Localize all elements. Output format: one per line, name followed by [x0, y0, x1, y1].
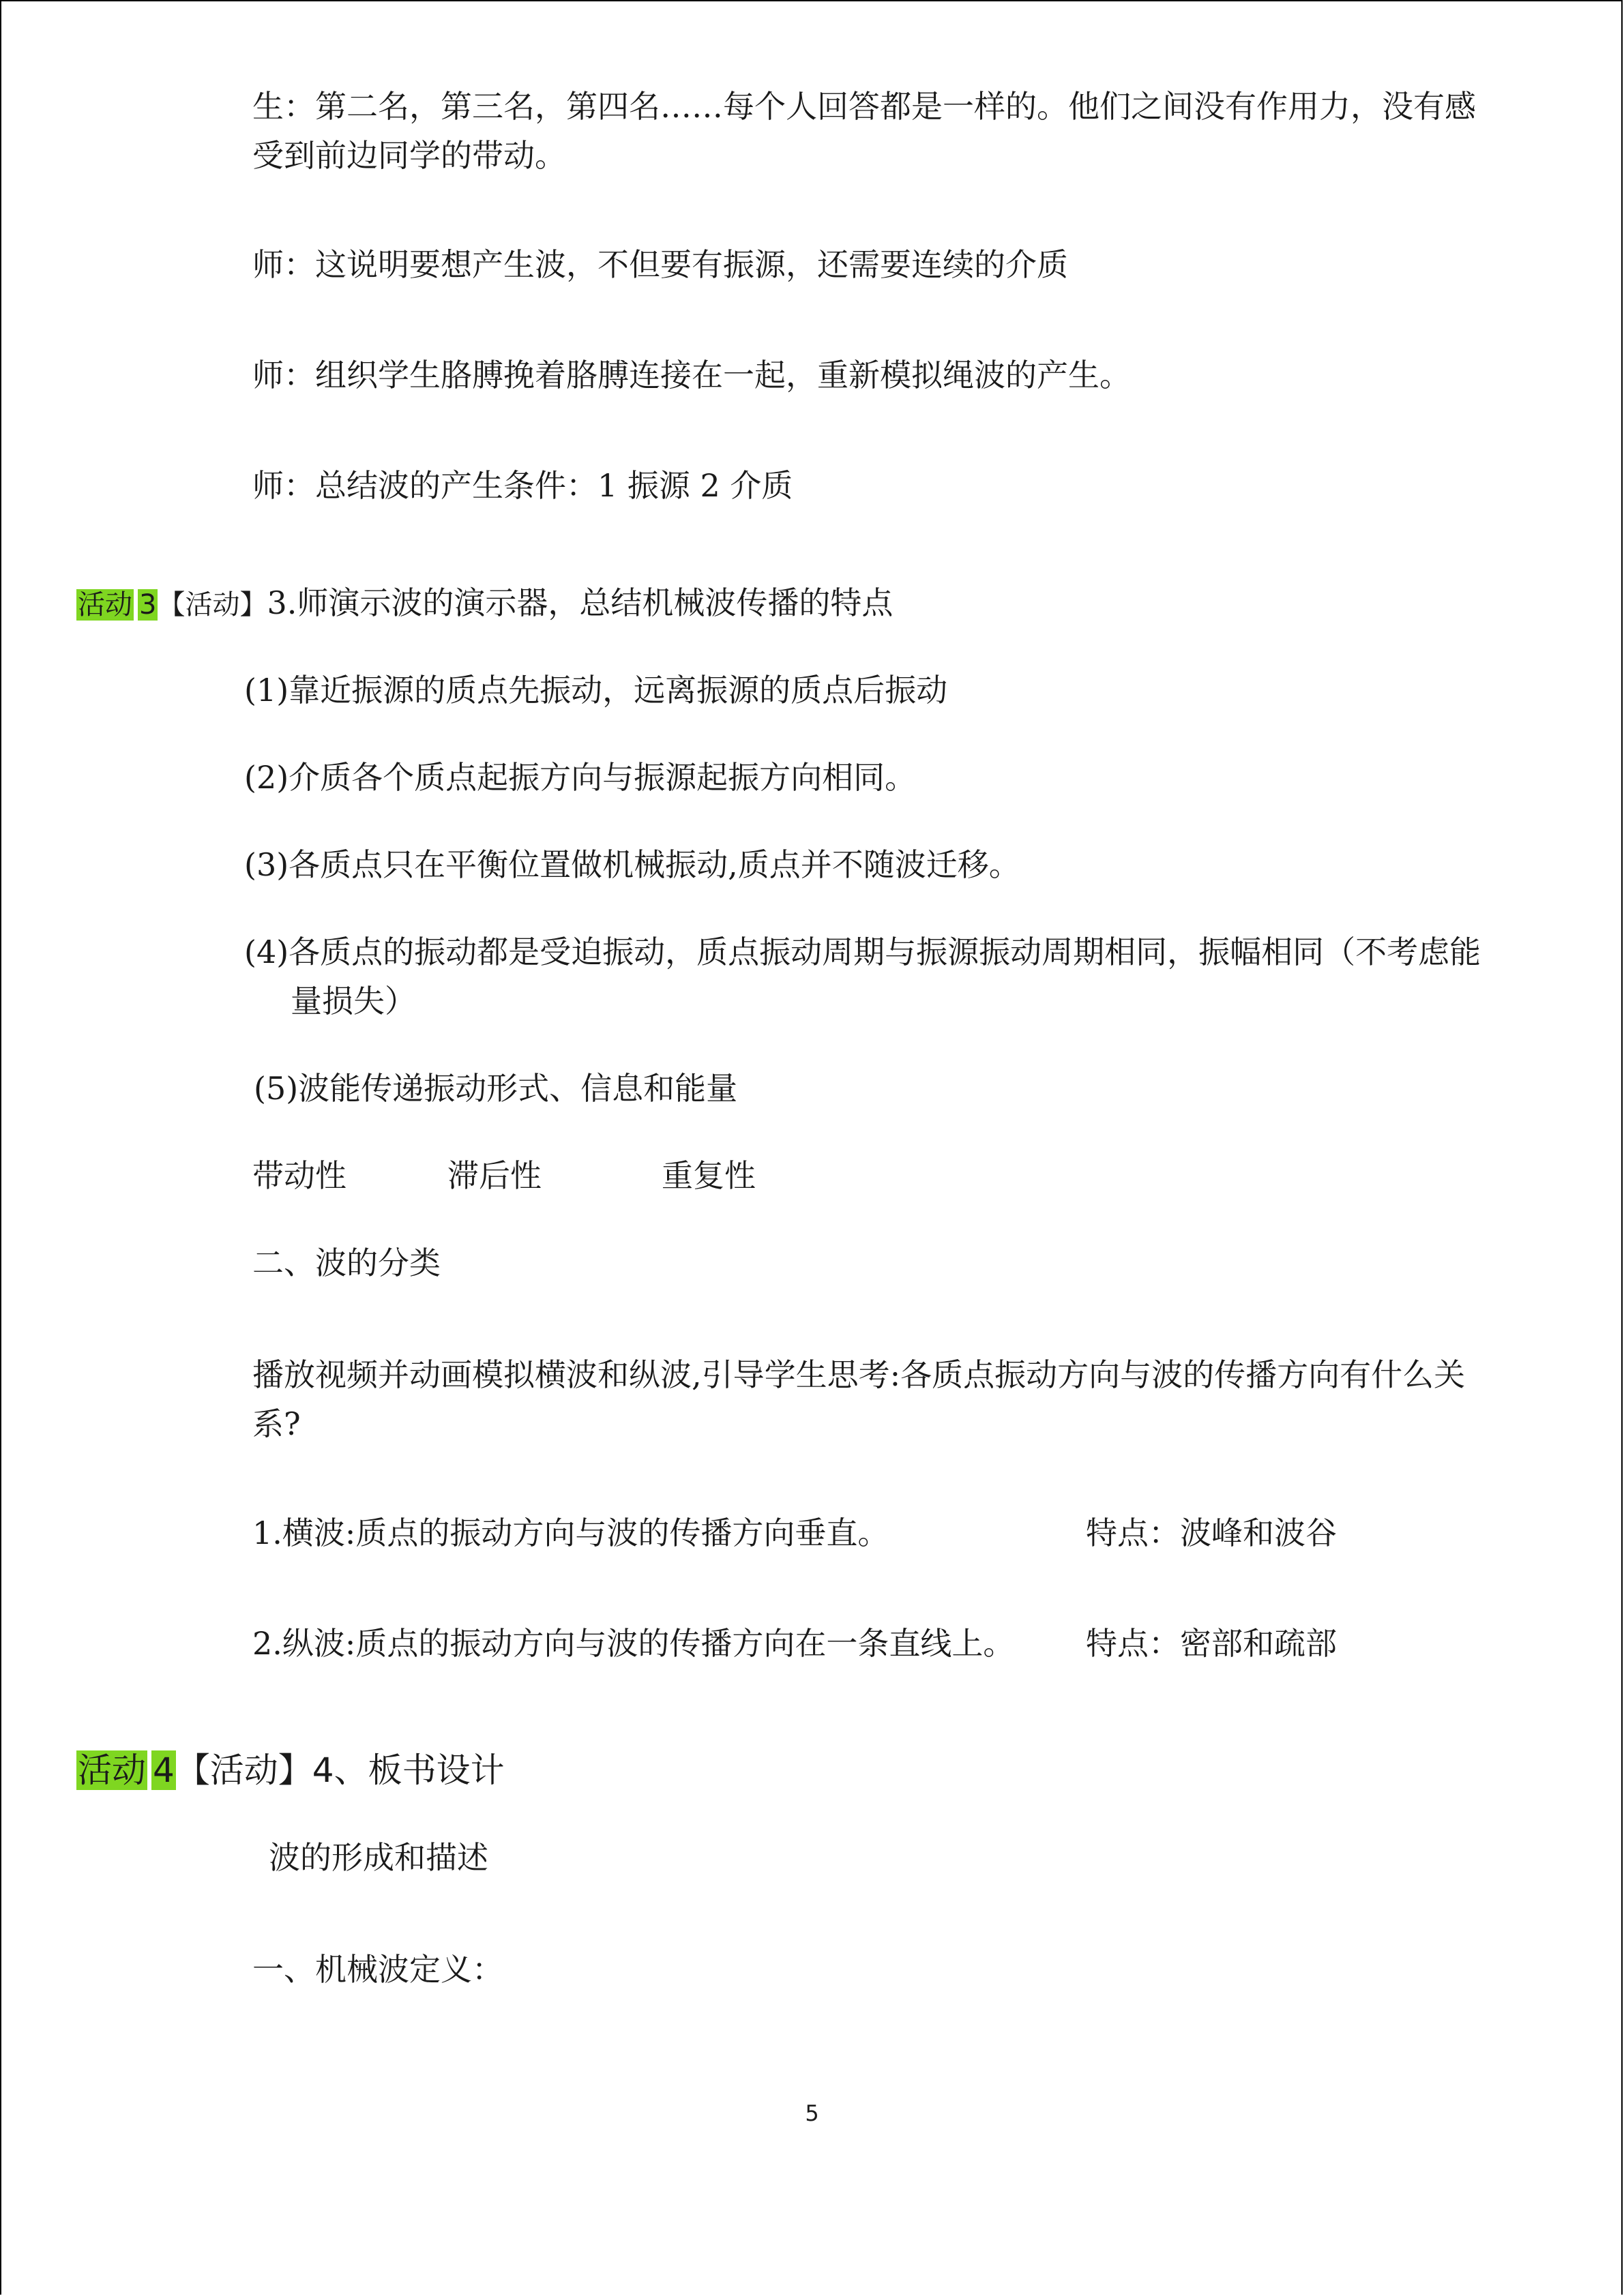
video-instruction-line-2: 系? [252, 1405, 301, 1442]
activity-3-heading [76, 578, 893, 629]
student-answer-line-1: 生：第二名，第三名，第四名……每个人回答都是一样的。他们之间没有作用力，没有感 [252, 88, 1476, 125]
teacher-line-organize: 师：组织学生胳膊挽着胳膊连接在一起，重新模拟绳波的产生。 [252, 357, 1131, 393]
board-section-1: 一、机械波定义： [252, 1951, 503, 1988]
video-instruction-line-1: 播放视频并动画模拟横波和纵波,引导学生思考:各质点振动方向与波的传播方向有什么关 [252, 1356, 1466, 1393]
property-driving: 带动性 [252, 1157, 346, 1194]
activity-4-title: 【活动】4、板书设计 [175, 1750, 505, 1790]
activity-3-title: 3.师演示波的演示器，总结机械波传播的特点 [267, 584, 894, 621]
feature-point-1: (1)靠近振源的质点先振动，远离振源的质点后振动 [244, 672, 948, 709]
student-answer-line-2: 受到前边同学的带动。 [252, 137, 566, 174]
transverse-wave-feature: 特点：波峰和波谷 [1086, 1515, 1337, 1551]
property-repeat: 重复性 [662, 1157, 756, 1194]
feature-point-4-line-1: (4)各质点的振动都是受迫振动，质点振动周期与振源振动周期相同，振幅相同（不考虑能 [244, 934, 1481, 970]
longitudinal-wave-feature: 特点：密部和疏部 [1086, 1625, 1337, 1662]
teacher-line-medium: 师：这说明要想产生波，不但要有振源，还需要连续的介质 [252, 246, 1068, 283]
longitudinal-wave-definition: 2.纵波:质点的振动方向与波的传播方向在一条直线上。 [252, 1625, 1015, 1662]
feature-point-4-line-2: 量损失） [291, 983, 416, 1019]
board-title: 波的形成和描述 [269, 1839, 488, 1876]
section-2-heading: 二、波的分类 [252, 1244, 441, 1281]
transverse-wave-definition: 1.横波:质点的振动方向与波的传播方向垂直。 [252, 1515, 889, 1551]
feature-point-2: (2)介质各个质点起振方向与振源起振方向相同。 [244, 759, 917, 796]
activity-3-highlight-number: 3 [139, 589, 157, 621]
activity-3-bracket: 【活动】 [158, 589, 267, 621]
feature-point-5: (5)波能传递振动形式、信息和能量 [254, 1070, 738, 1107]
activity-3-highlight-label: 活动 [78, 589, 132, 621]
activity-4-heading [76, 1746, 505, 1795]
teacher-line-summary: 师：总结波的产生条件：1 振源 2 介质 [252, 467, 793, 504]
page-number: 5 [805, 2100, 819, 2126]
feature-point-3: (3)各质点只在平衡位置做机械振动,质点并不随波迁移。 [244, 846, 1020, 883]
activity-4-highlight-number: 4 [153, 1750, 175, 1790]
property-lag: 滞后性 [447, 1157, 542, 1194]
activity-4-highlight-label: 活动 [78, 1750, 146, 1790]
